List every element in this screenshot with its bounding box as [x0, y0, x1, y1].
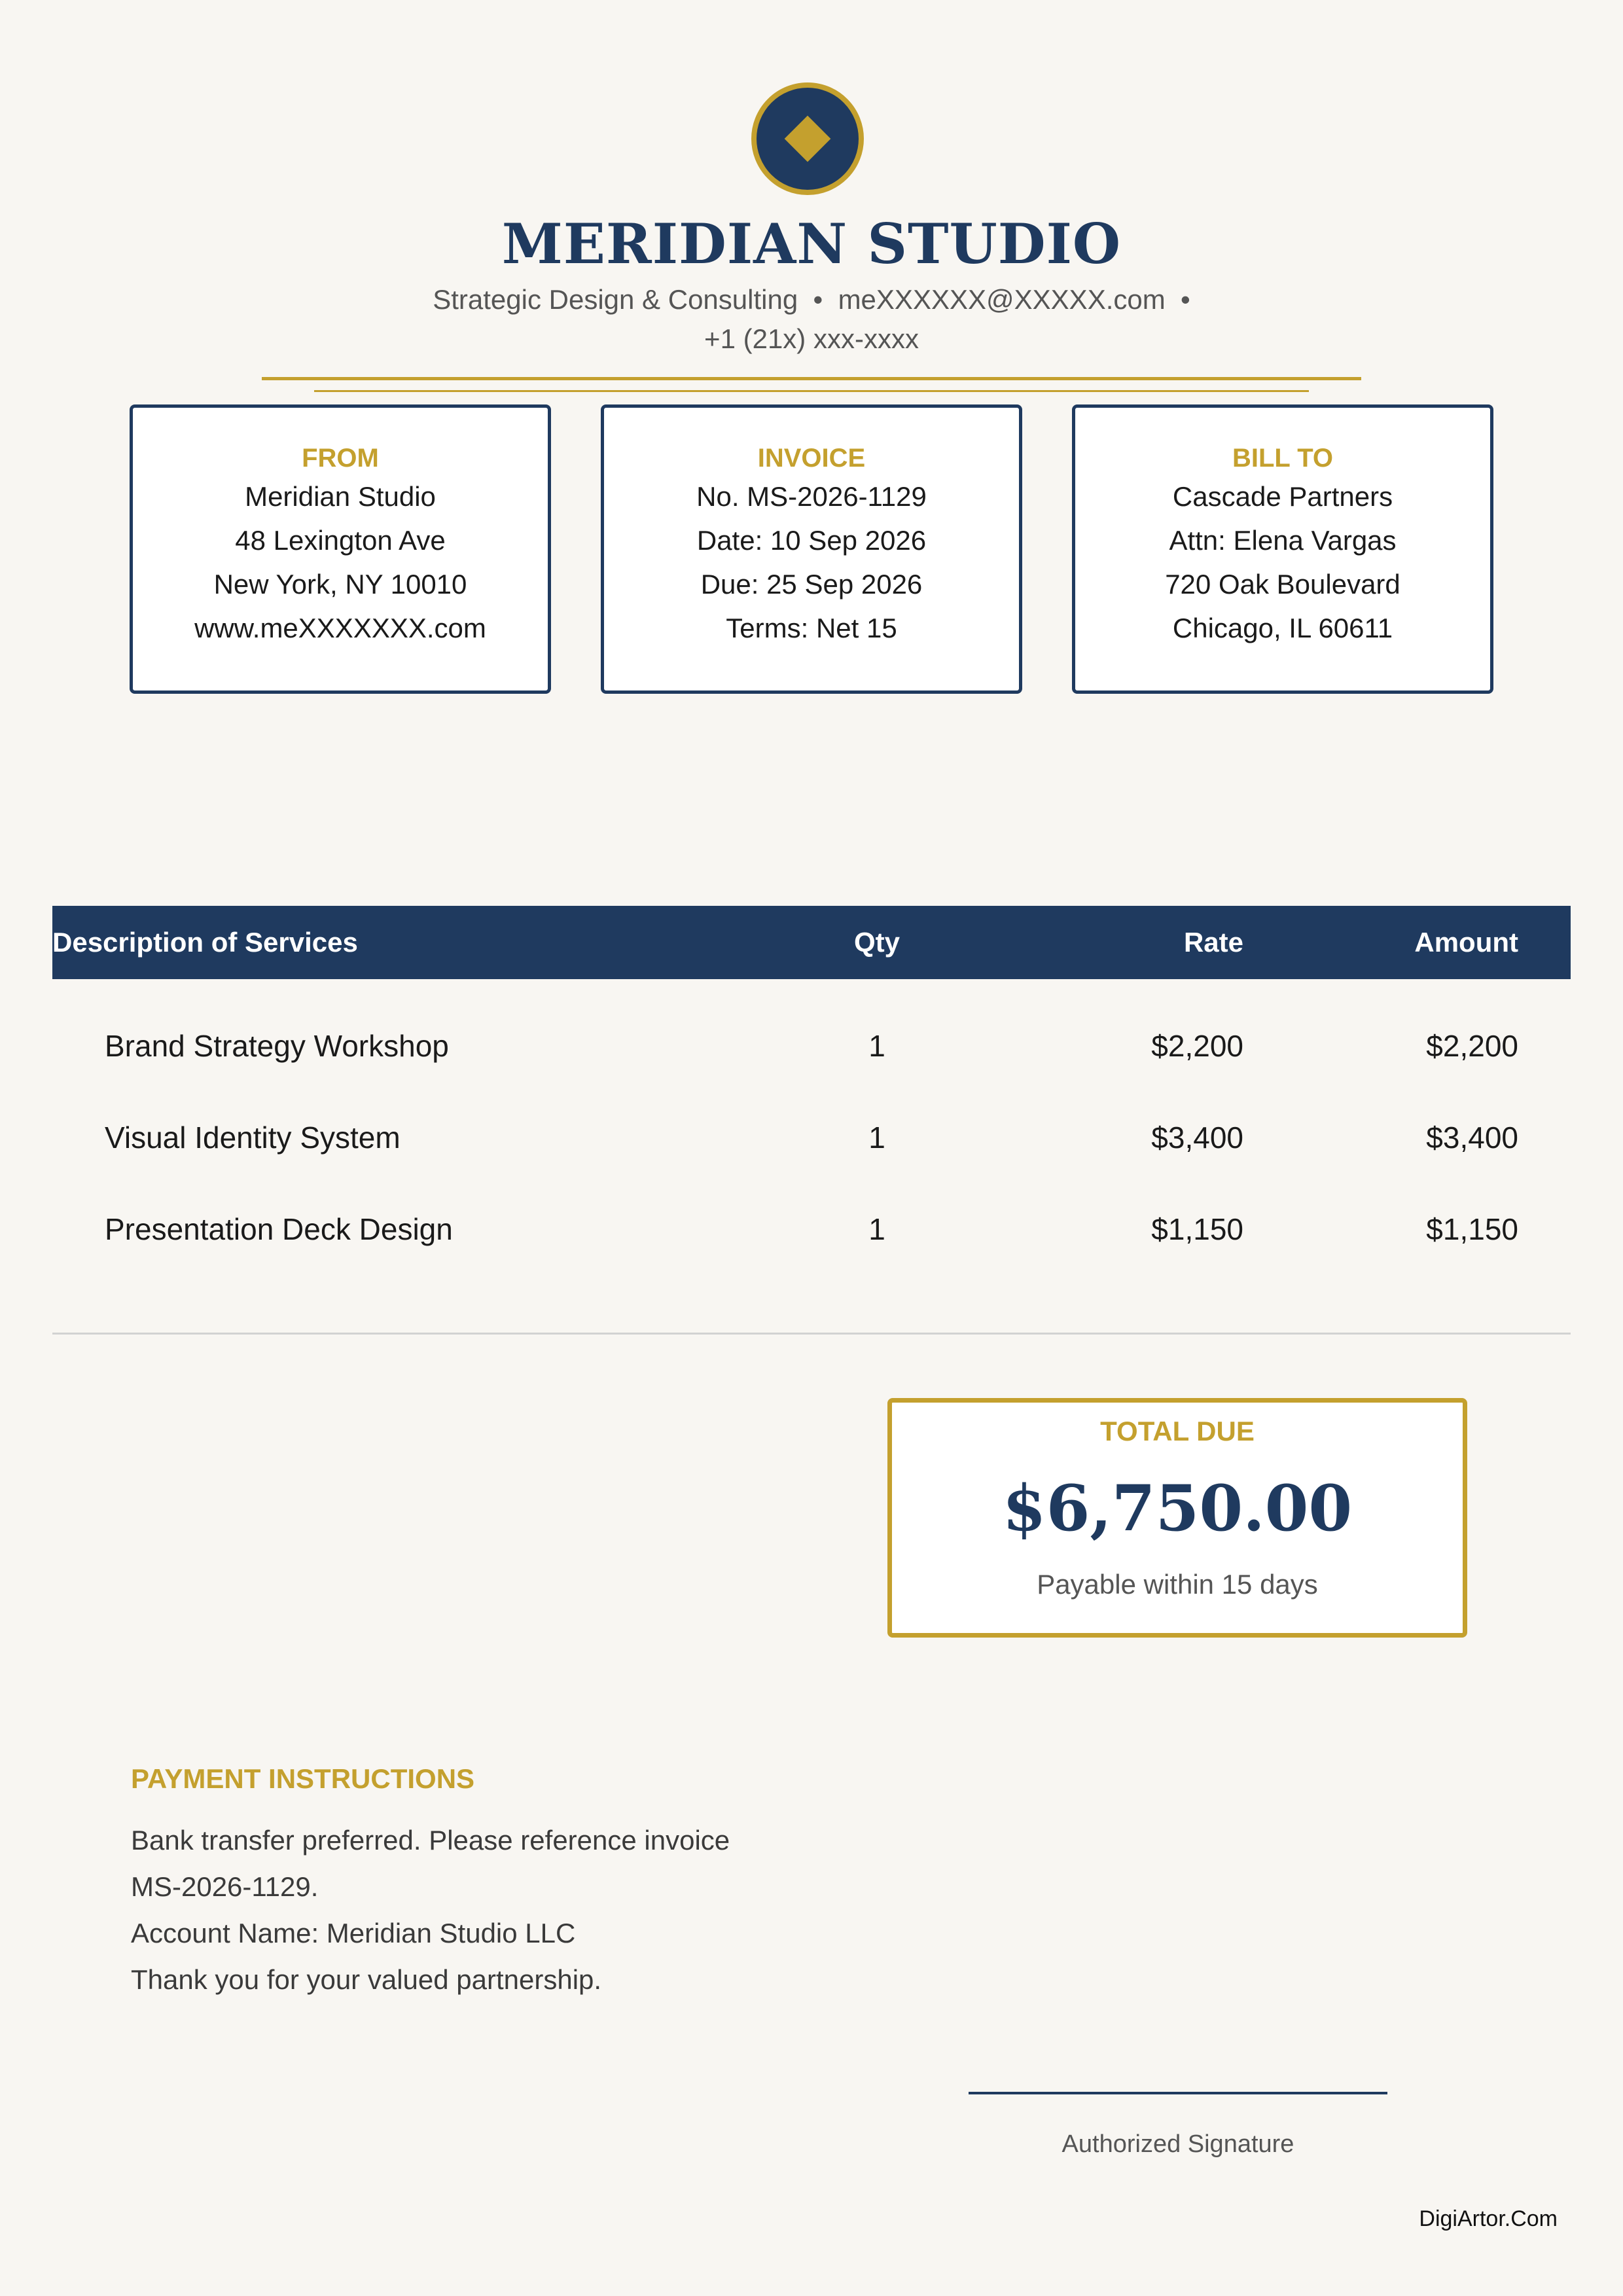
diamond-icon [785, 116, 831, 162]
bill-to-box [1072, 404, 1493, 694]
invoice-due-date: Due: 25 Sep 2026 [700, 569, 923, 600]
row-rate: $3,400 [1151, 1121, 1243, 1155]
watermark: DigiArtor.Com [1419, 2206, 1558, 2231]
row-qty: 1 [868, 1029, 885, 1063]
company-tagline [327, 280, 1296, 359]
row-rate: $2,200 [1151, 1029, 1243, 1063]
from-line: Meridian Studio [245, 481, 436, 512]
row-rate: $1,150 [1151, 1212, 1243, 1246]
total-due-label: TOTAL DUE [1100, 1416, 1255, 1446]
bill-to-title: BILL TO [1232, 444, 1334, 473]
row-qty: 1 [868, 1121, 885, 1155]
invoice-date: Date: 10 Sep 2026 [696, 525, 927, 556]
table-row [52, 1092, 1571, 1183]
invoice-terms: Terms: Net 15 [726, 613, 897, 643]
row-amount: $3,400 [1426, 1121, 1518, 1155]
payment-line: Bank transfer preferred. Please reference invoice [131, 1825, 730, 1856]
header-divider-top [262, 377, 1361, 380]
invoice-title: INVOICE [757, 444, 866, 473]
total-due-note: Payable within 15 days [1037, 1569, 1318, 1600]
bill-to-line: Cascade Partners [1172, 481, 1393, 512]
tagline-line-2: +1 (21x) xxx-xxxx [704, 323, 919, 354]
from-title: FROM [302, 444, 379, 473]
bill-to-line: Attn: Elena Vargas [1169, 525, 1397, 556]
column-header-qty: Qty [853, 927, 900, 958]
payment-instructions [131, 1817, 851, 2003]
payment-line: Account Name: Meridian Studio LLC [131, 1918, 576, 1948]
column-header-description: Description of Services [52, 927, 358, 958]
payment-line: MS-2026-1129. [131, 1871, 319, 1902]
row-description: Presentation Deck Design [105, 1212, 453, 1246]
table-row [52, 1183, 1571, 1275]
row-description: Visual Identity System [105, 1121, 401, 1155]
invoice-number: No. MS-2026-1129 [696, 481, 927, 512]
signature-line [969, 2092, 1387, 2094]
bill-to-line: 720 Oak Boulevard [1165, 569, 1400, 600]
from-line: 48 Lexington Ave [235, 525, 446, 556]
invoice-box [601, 404, 1022, 694]
payment-line: Thank you for your valued partnership. [131, 1964, 602, 1995]
row-amount: $1,150 [1426, 1212, 1518, 1246]
table-header [52, 906, 1571, 979]
column-header-amount: Amount [1414, 927, 1518, 958]
signature-label: Authorized Signature [1061, 2130, 1294, 2158]
row-description: Brand Strategy Workshop [105, 1029, 449, 1063]
total-due-box [887, 1398, 1467, 1638]
from-line: New York, NY 10010 [213, 569, 467, 600]
header-divider-bottom [314, 390, 1309, 392]
company-logo [751, 82, 864, 195]
payment-instructions-title: PAYMENT INSTRUCTIONS [131, 1763, 475, 1794]
column-header-rate: Rate [1183, 927, 1243, 958]
bill-to-line: Chicago, IL 60611 [1172, 613, 1393, 643]
row-amount: $2,200 [1426, 1029, 1518, 1063]
row-qty: 1 [868, 1212, 885, 1246]
tagline-line-1: Strategic Design & Consulting • meXXXXXX@XXXXX.com • [433, 284, 1190, 315]
table-divider [52, 1333, 1571, 1335]
table-row [52, 1000, 1571, 1092]
from-line: www.meXXXXXXX.com [194, 613, 486, 643]
company-name: MERIDIAN STUDIO [501, 211, 1122, 276]
from-box [130, 404, 551, 694]
total-due-value: $6,750.00 [1002, 1471, 1353, 1545]
